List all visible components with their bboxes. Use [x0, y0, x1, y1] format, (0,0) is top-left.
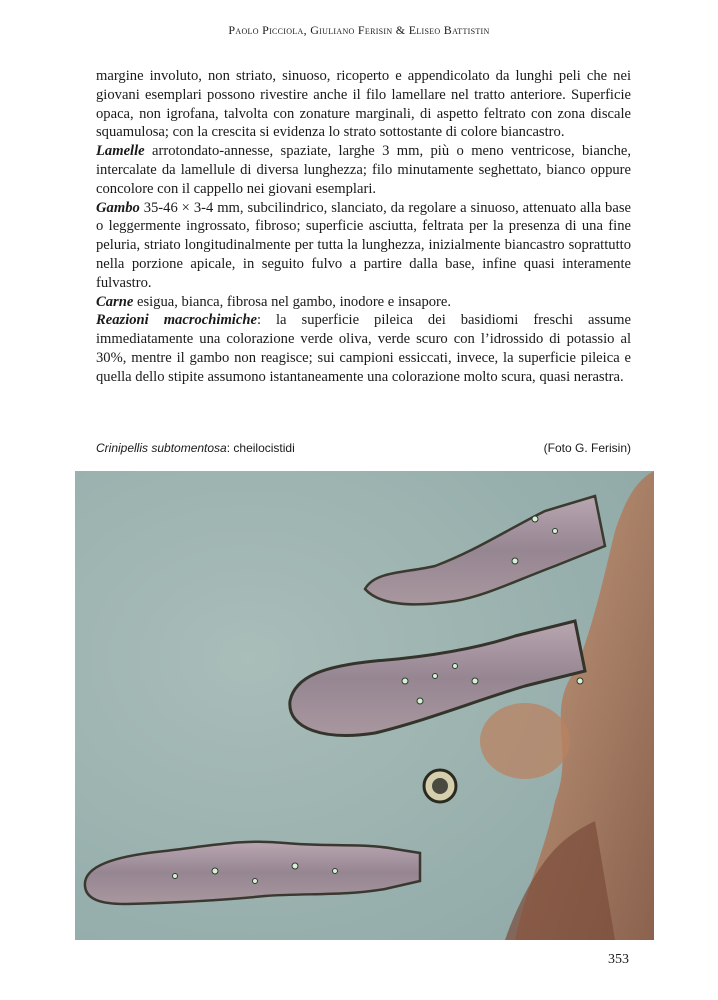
lead-gambo: Gambo — [96, 199, 140, 216]
page-number: 353 — [608, 952, 629, 967]
paragraph-cap-margin: margine involuto, non striato, sinuoso, ricoperto e appendicolato da lunghi peli che nei giovani esemplari possono rivestire anche il filo lamellare nel tratto anteriore. Superficie opaca, non igrofana, talvolta con zonature marginali, di aspetto feltrato con zona discale squamulosa; con la crescita si evidenza lo strato sottostante di colore biancastro. — [96, 68, 631, 141]
paragraph-gambo: Gambo 35-46 × 3-4 mm, subcilindrico, slanciato, da regolare a sinuoso, attenuato alla base o leggermente ingrossato, fibroso; superficie asciutta, feltrata per la presenza di una fine peluria, striato longitudinalmente per tutta la lunghezza, inizialmente biancastro soprattutto nella porzione apicale, in seguito fulvo a partire dalla base, infine quasi interamente fulvastro. — [96, 199, 631, 291]
caption-desc: : cheilocistidi — [226, 441, 295, 455]
lead-lamelle: Lamelle — [96, 143, 145, 160]
micrograph-photo — [75, 471, 654, 940]
paragraph-lamelle: Lamelle arrotondato-annesse, spaziate, larghe 3 mm, più o meno ventricose, bianche, intercalate da lamellule di diversa lunghezza; filo minutamente seghettato, bianco oppure concolore con il cappello nei giovani esemplari. — [96, 143, 631, 197]
paragraph-reazioni: Reazioni macrochimiche: la superficie pileica dei basidiomi freschi assume immediatamente una colorazione verde oliva, verde scuro con l’idrossido di potassio al 30%, mentre il gambo non reagisce; sui campioni essiccati, invece, la superficie pileica e quella dello stipite assumono istantaneamente una colorazione molto scura, quasi nerastra. — [96, 312, 631, 385]
photo-credit: (Foto G. Ferisin) — [543, 441, 631, 455]
lead-reazioni: Reazioni macrochimiche — [96, 312, 257, 329]
caption-species: Crinipellis subtomentosa — [96, 441, 227, 455]
running-header: Paolo Picciola, Giuliano Ferisin & Eliseo Battistin — [228, 23, 490, 37]
lead-carne: Carne — [96, 293, 134, 310]
body-text — [96, 67, 631, 387]
paragraph-carne: Carne esigua, bianca, fibrosa nel gambo, inodore e insapore. — [96, 293, 452, 310]
